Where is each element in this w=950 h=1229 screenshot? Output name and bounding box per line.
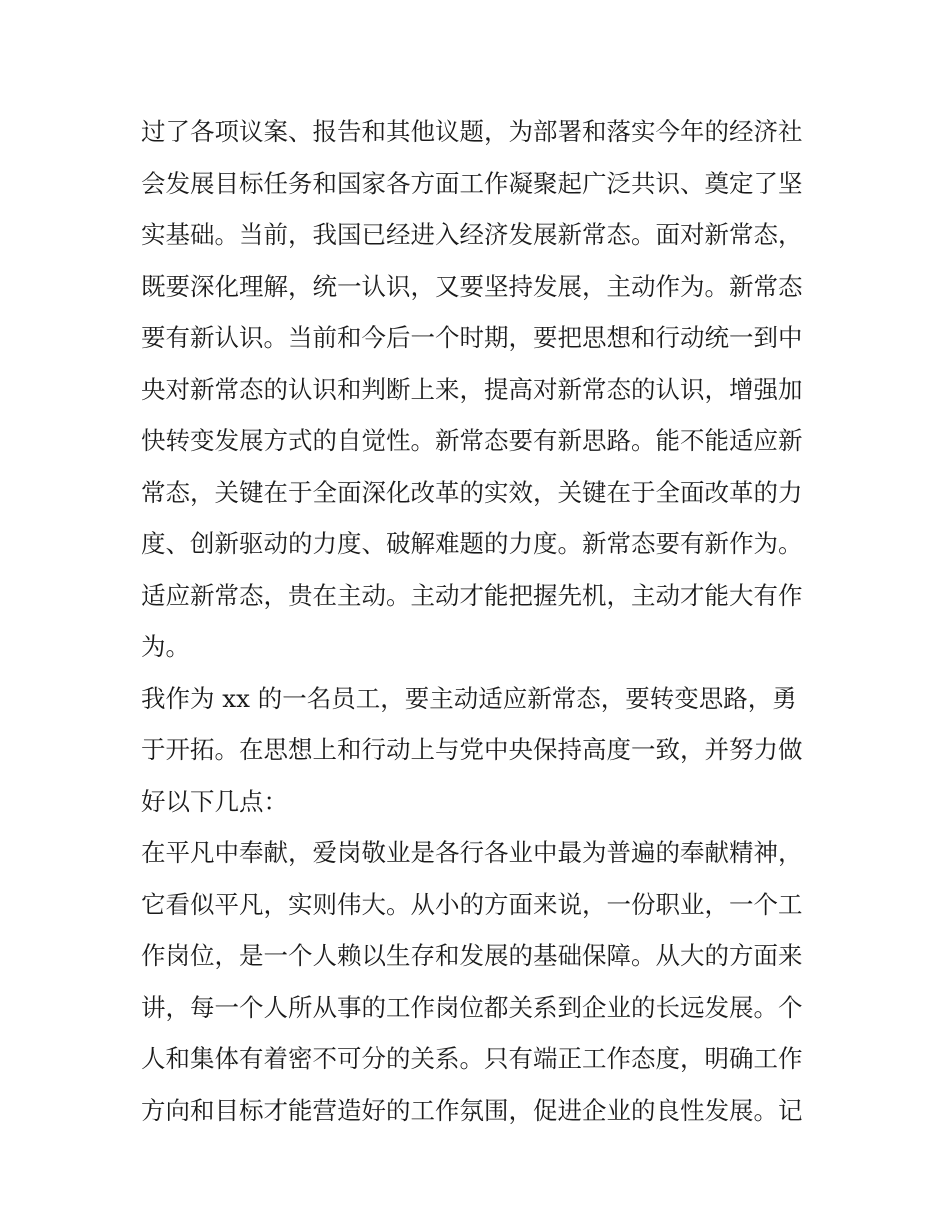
- text-line: 于开拓。在思想上和行动上与党中央保持高度一致，并努力做: [141, 735, 803, 764]
- text-line: 度、创新驱动的力度、破解难题的力度。新常态要有新作为。: [141, 529, 803, 558]
- text-line: 我作为 xx 的一名员工，要主动适应新常态，要转变思路，勇: [141, 683, 797, 713]
- text-line: 方向和目标才能营造好的工作氛围，促进企业的良性发展。记: [141, 1095, 803, 1125]
- text-line: 常态，关键在于全面深化改革的实效，关键在于全面改革的力: [141, 477, 803, 507]
- text-line: 要有新认识。当前和今后一个时期，要把思想和行动统一到中: [141, 323, 803, 352]
- text-line: 快转变发展方式的自觉性。新常态要有新思路。能不能适应新: [141, 426, 803, 455]
- text-line: 央对新常态的认识和判断上来，提高对新常态的认识，增强加: [141, 374, 803, 404]
- document-body: [141, 106, 821, 1136]
- text-line: 适应新常态，贵在主动。主动才能把握先机，主动才能大有作: [141, 580, 803, 610]
- text-line: 在平凡中奉献，爱岗敬业是各行各业中最为普遍的奉献精神，: [141, 838, 803, 867]
- text-line: 好以下几点：: [141, 786, 288, 816]
- text-line: 会发展目标任务和国家各方面工作凝聚起广泛共识、奠定了坚: [141, 168, 803, 198]
- text-line: 人和集体有着密不可分的关系。只有端正工作态度，明确工作: [141, 1044, 803, 1073]
- text-line: 为。: [141, 632, 190, 661]
- text-line: 讲，每一个人所从事的工作岗位都关系到企业的长远发展。个: [141, 992, 803, 1022]
- text-line: 它看似平凡，实则伟大。从小的方面来说，一份职业，一个工: [141, 889, 803, 919]
- text-line: 既要深化理解，统一认识，又要坚持发展，主动作为。新常态: [141, 271, 803, 301]
- text-line: 过了各项议案、报告和其他议题，为部署和落实今年的经济社: [141, 117, 803, 146]
- text-line: 实基础。当前，我国已经进入经济发展新常态。面对新常态，: [141, 220, 803, 249]
- text-line: 作岗位，是一个人赖以生存和发展的基础保障。从大的方面来: [141, 941, 803, 970]
